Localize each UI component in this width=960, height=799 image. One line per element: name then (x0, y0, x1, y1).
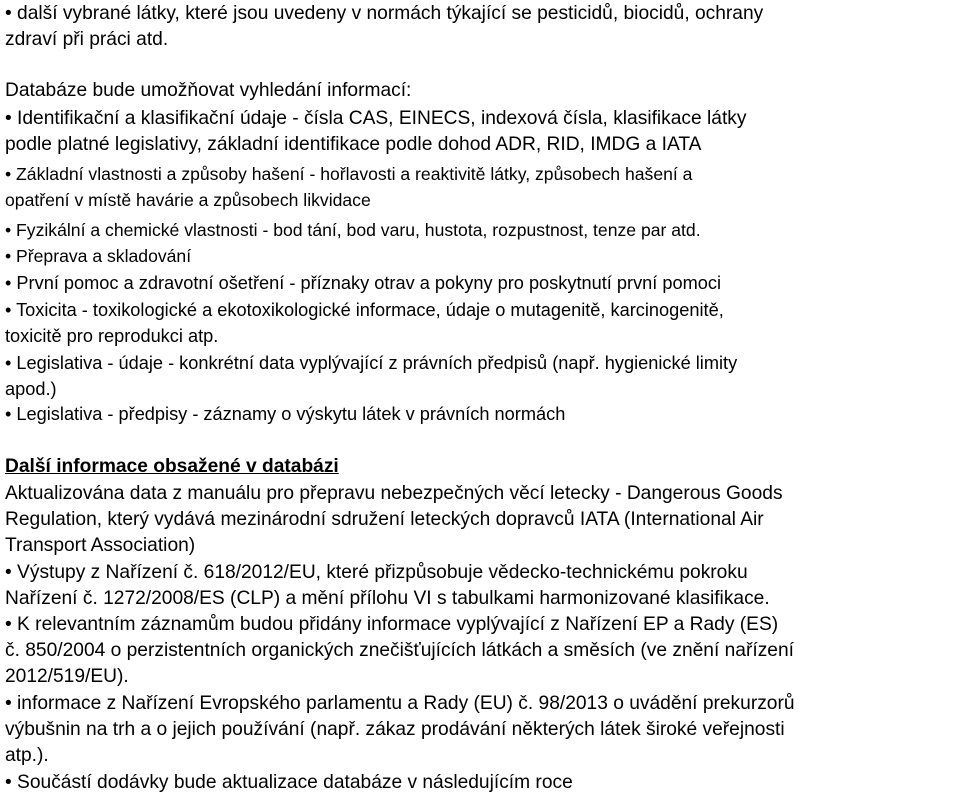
text-line: • Identifikační a klasifikační údaje - čísla CAS, EINECS, indexová čísla, klasifikace látky (5, 108, 747, 129)
text-line: • Legislativa - předpisy - záznamy o výskytu látek v právních normách (5, 404, 566, 424)
text-line: Nařízení č. 1272/2008/ES (CLP) a mění přílohu VI s tabulkami harmonizované klasifikace. (5, 588, 770, 609)
text-line: atp.). (5, 745, 49, 766)
text-line: Aktualizována data z manuálu pro přepravu nebezpečných věcí letecky - Dangerous Goods (5, 483, 783, 504)
text-line: • Výstupy z Nařízení č. 618/2012/EU, které přizpůsobuje vědecko-technickému pokroku (5, 562, 748, 583)
text-line: • Fyzikální a chemické vlastnosti - bod tání, bod varu, hustota, rozpustnost, tenze par atd. (5, 220, 701, 240)
text-line: • Přeprava a skladování (5, 246, 192, 266)
text-line: • Součástí dodávky bude aktualizace databáze v následujícím roce (5, 772, 573, 793)
text-line: toxicitě pro reprodukci atp. (5, 326, 219, 346)
section-heading: Databáze bude umožňovat vyhledání informací: (5, 80, 412, 101)
text-line: • První pomoc a zdravotní ošetření - příznaky otrav a pokyny pro poskytnutí první pomoci (5, 273, 722, 293)
text-line: apod.) (5, 379, 57, 399)
text-line: č. 850/2004 o perzistentních organických znečišťujících látkách a směsích (ve znění nařízení (5, 640, 794, 661)
text-line: 2012/519/EU). (5, 666, 129, 687)
text-line: • K relevantním záznamům budou přidány informace vyplývající z Nařízení EP a Rady (ES) (5, 614, 779, 635)
text-line: výbušnin na trh a o jejich používání (např. zákaz prodávání některých látek široké veřejnosti (5, 719, 785, 740)
text-line: zdraví při práci atd. (5, 29, 169, 50)
section-heading: Další informace obsažené v databázi (5, 456, 339, 477)
text-line: • Toxicita - toxikologické a ekotoxikologické informace, údaje o mutagenitě, karcinogenitě, (5, 300, 724, 320)
text-line: podle platné legislativy, základní identifikace podle dohod ADR, RID, IMDG a IATA (5, 134, 702, 155)
text-line: • informace z Nařízení Evropského parlamentu a Rady (EU) č. 98/2013 o uvádění prekurzorů (5, 693, 795, 714)
text-line: • Legislativa - údaje - konkrétní data vyplývající z právních předpisů (např. hygienické limity (5, 353, 738, 373)
text-line: Transport Association) (5, 535, 196, 556)
text-line: • Základní vlastnosti a způsoby hašení - hořlavosti a reaktivitě látky, způsobech hašení a (5, 164, 693, 184)
text-line: opatření v místě havárie a způsobech likvidace (5, 190, 371, 210)
text-line: Regulation, který vydává mezinárodní sdružení leteckých dopravců IATA (International Air (5, 509, 764, 530)
text-line: • další vybrané látky, které jsou uvedeny v normách týkající se pesticidů, biocidů, ochrany (5, 3, 764, 24)
